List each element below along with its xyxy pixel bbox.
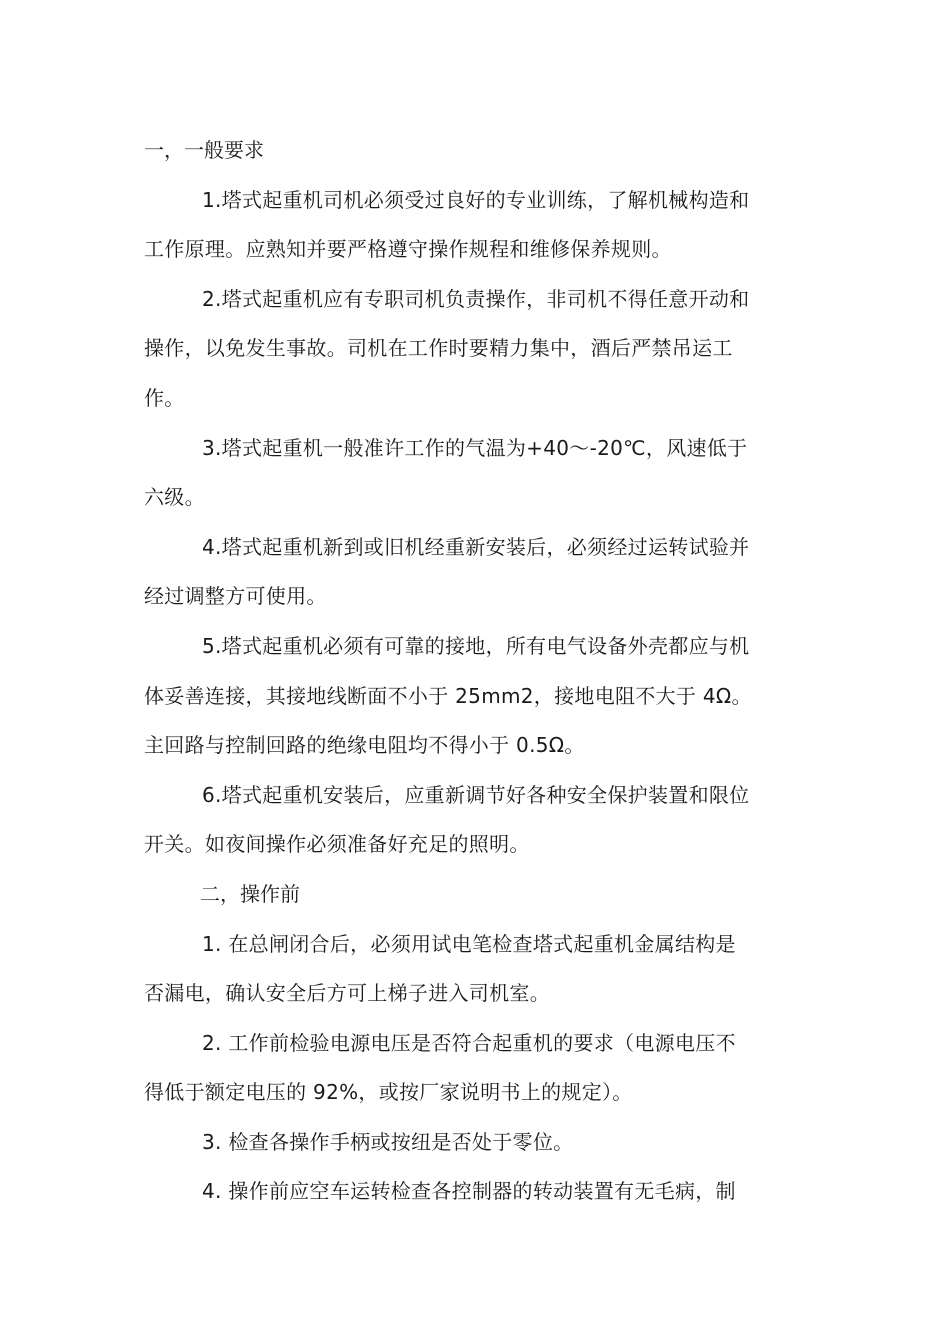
paragraph-line: 作。 — [144, 385, 185, 410]
paragraph-line: 六级。 — [144, 485, 205, 510]
paragraph-line: 4.塔式起重机新到或旧机经重新安装后，必须经过运转试验并 — [202, 534, 750, 559]
paragraph-line: 主回路与控制回路的绝缘电阻均不得小于 0.5Ω。 — [144, 733, 585, 758]
paragraph-line: 体妥善连接，其接地线断面不小于 25mm2，接地电阻不大于 4Ω。 — [144, 683, 752, 708]
section-heading-general-requirements: 一，一般要求 — [144, 138, 264, 162]
paragraph-line: 得低于额定电压的 92%，或按厂家说明书上的规定）。 — [144, 1080, 633, 1105]
paragraph-line: 1. 在总闸闭合后，必须用试电笔检查塔式起重机金属结构是 — [202, 931, 736, 956]
paragraph-line: 6.塔式起重机安装后，应重新调节好各种安全保护装置和限位 — [202, 782, 750, 807]
paragraph-line: 开关。如夜间操作必须准备好充足的照明。 — [144, 832, 530, 857]
paragraph-2-1 — [144, 920, 808, 1019]
document-page — [144, 126, 808, 1217]
paragraph-1-6 — [144, 771, 808, 870]
paragraph-line: 1.塔式起重机司机必须受过良好的专业训练，了解机械构造和 — [202, 187, 750, 212]
paragraph-line: 否漏电，确认安全后方可上梯子进入司机室。 — [144, 981, 550, 1006]
paragraph-2-2 — [144, 1019, 808, 1118]
paragraph-line: 2. 工作前检验电源电压是否符合起重机的要求（电源电压不 — [202, 1030, 736, 1055]
paragraph-1-2 — [144, 275, 808, 424]
section-heading-before-operation: 二，操作前 — [200, 881, 300, 906]
paragraph-line: 操作，以免发生事故。司机在工作时要精力集中，酒后严禁吊运工 — [144, 336, 733, 361]
paragraph-line: 经过调整方可使用。 — [144, 584, 327, 609]
paragraph-1-1 — [144, 176, 808, 275]
paragraph-2-3 — [144, 1118, 808, 1168]
paragraph-1-4 — [144, 523, 808, 622]
paragraph-line: 3.塔式起重机一般准许工作的气温为+40～-20℃，风速低于 — [202, 435, 748, 460]
paragraph-line: 4. 操作前应空车运转检查各控制器的转动装置有无毛病，制 — [202, 1179, 736, 1204]
paragraph-line: 5.塔式起重机必须有可靠的接地，所有电气设备外壳都应与机 — [202, 633, 750, 658]
paragraph-line: 2.塔式起重机应有专职司机负责操作，非司机不得任意开动和 — [202, 286, 750, 311]
paragraph-1-3 — [144, 424, 808, 523]
paragraph-line: 工作原理。应熟知并要严格遵守操作规程和维修保养规则。 — [144, 237, 672, 262]
paragraph-line: 3. 检查各操作手柄或按纽是否处于零位。 — [202, 1129, 574, 1154]
paragraph-1-5 — [144, 622, 808, 771]
paragraph-2-4 — [144, 1167, 808, 1217]
